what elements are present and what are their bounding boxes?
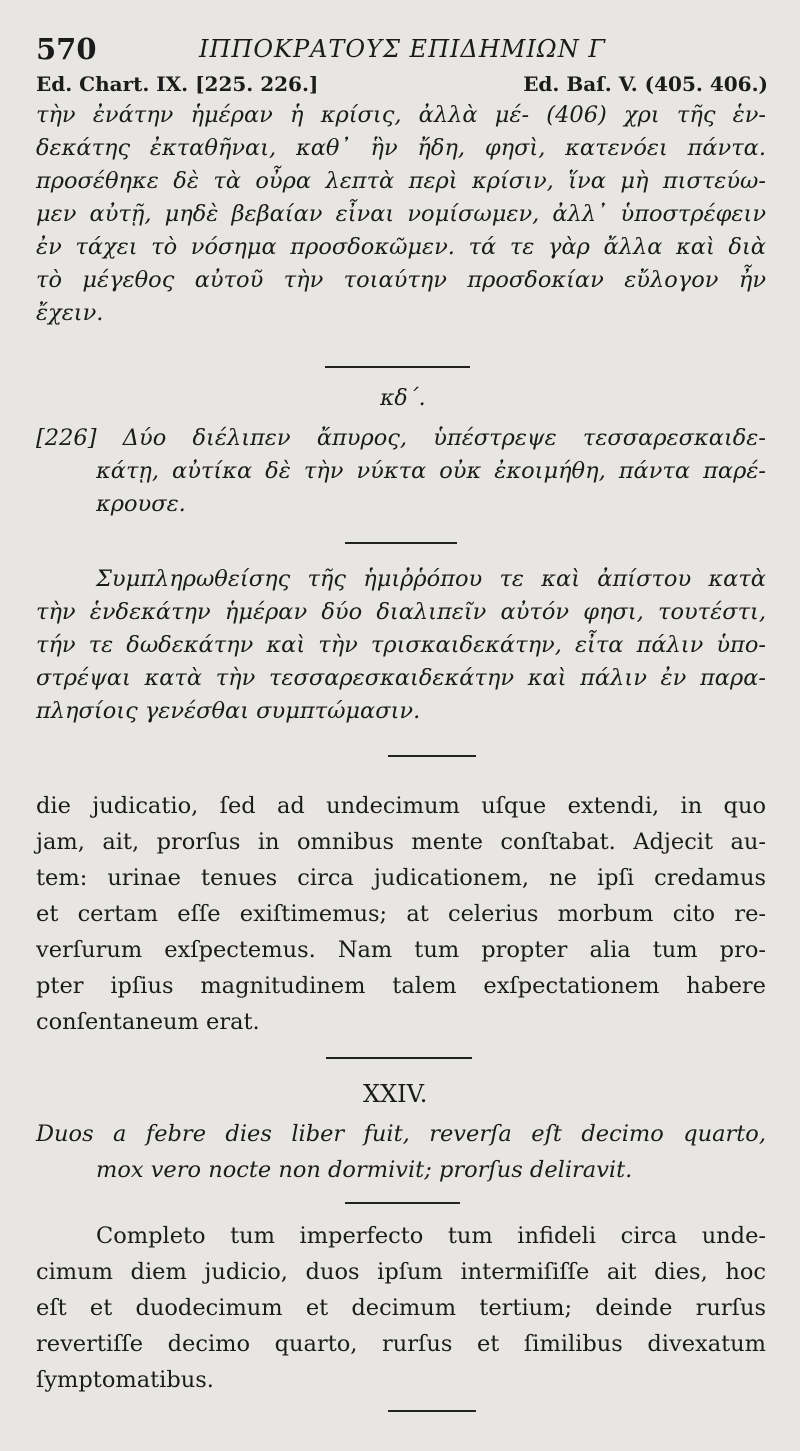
page-number: 570 bbox=[36, 32, 97, 66]
running-title: ΙΠΠΟΚΡΑΤΟΥΣ ΕΠΙΔΗΜΙΩΝ Γ bbox=[199, 35, 606, 63]
text-line: Duos a febre dies liber fuit, reverſa eſt decimo quarto, bbox=[36, 1121, 766, 1147]
text-line: tem: urinae tenues circa judicationem, ne ipſi credamus bbox=[36, 865, 766, 891]
section-divider bbox=[345, 1202, 460, 1204]
section-divider bbox=[388, 755, 476, 757]
text-line: μεν αὐτῇ, μηδὲ βεβαίαν εἶναι νομίσωμεν, ἀλλ᾿ ὑποστρέφειν bbox=[36, 201, 766, 227]
edition-reference-basel: Ed. Baſ. V. (405. 406.) bbox=[523, 72, 768, 96]
latin-translation-paragraph bbox=[36, 788, 766, 1040]
text-line: die judicatio, ſed ad undecimum uſque extendi, in quo bbox=[36, 793, 766, 819]
text-line: δεκάτης ἐκταθῆναι, καθ᾿ ἣν ἤδη, φησὶ, κατενόει πάντα. bbox=[36, 135, 766, 161]
section-divider bbox=[345, 542, 457, 544]
edition-reference-line bbox=[36, 72, 768, 100]
text-line: ἔχειν. bbox=[36, 300, 104, 326]
text-line: πλησίοις γενέσθαι συμπτώμασιν. bbox=[36, 698, 421, 724]
section-divider bbox=[325, 366, 470, 368]
text-line: τὸ μέγεθος αὐτοῦ τὴν τοιαύτην προσδοκίαν εὔλογον ἦν bbox=[36, 267, 766, 293]
text-line: mox vero nocte non dormivit; prorſus deliravit. bbox=[96, 1157, 633, 1183]
text-line: et certam eſſe exiſtimemus; at celerius morbum cito re- bbox=[36, 901, 766, 927]
text-line: προσέθηκε δὲ τὰ οὖρα λεπτὰ περὶ κρίσιν, ἵνα μὴ πιστεύω- bbox=[36, 168, 766, 194]
section-divider bbox=[326, 1057, 472, 1059]
text-line: κάτῃ, αὐτίκα δὲ τὴν νύκτα οὐκ ἐκοιμήθη, πάντα παρέ- bbox=[96, 458, 766, 484]
latin-translation-paragraph bbox=[36, 1218, 766, 1398]
text-line: Συμπληρωθείσης τῆς ἡμιῤῥόπου τε καὶ ἀπίστου κατὰ bbox=[96, 566, 766, 592]
text-line: cimum diem judicio, duos ipſum intermiſiſſe ait dies, hoc bbox=[36, 1259, 766, 1285]
latin-aphorism-text bbox=[36, 1116, 766, 1188]
text-line: στρέψαι κατὰ τὴν τεσσαρεσκαιδεκάτην καὶ πάλιν ἐν παρα- bbox=[36, 665, 766, 691]
text-line: pter ipſius magnitudinem talem exſpectationem habere bbox=[36, 973, 766, 999]
greek-commentary-paragraph bbox=[36, 99, 766, 330]
text-line: eſt et duodecimum et decimum tertium; deinde rurſus bbox=[36, 1295, 766, 1321]
text-line: ἐν τάχει τὸ νόσημα προσδοκῶμεν. τά τε γὰρ ἄλλα καὶ διὰ bbox=[36, 234, 766, 260]
text-line: verſurum exſpectemus. Nam tum propter alia tum pro- bbox=[36, 937, 766, 963]
section-divider bbox=[388, 1410, 476, 1412]
greek-section-number: κδ΄. bbox=[380, 386, 426, 411]
text-line: Completo tum imperfecto tum infideli circa unde- bbox=[96, 1223, 766, 1249]
text-line: κρουσε. bbox=[96, 491, 186, 517]
text-line: conſentaneum erat. bbox=[36, 1009, 260, 1035]
edition-reference-chart: Ed. Chart. IX. [225. 226.] bbox=[36, 72, 319, 96]
page-header bbox=[36, 32, 766, 72]
text-line: τὴν ἐνάτην ἡμέραν ἡ κρίσις, ἀλλὰ μέ- (406) χρι τῆς ἑν- bbox=[36, 102, 766, 128]
latin-section-number: XXIV. bbox=[363, 1080, 428, 1108]
text-line: [226] Δύο διέλιπεν ἄπυρος, ὑπέστρεψε τεσσαρεσκαιδε- bbox=[36, 425, 766, 451]
text-line: jam, ait, prorſus in omnibus mente conſtabat. Adjecit au- bbox=[36, 829, 766, 855]
text-line: ſymptomatibus. bbox=[36, 1367, 214, 1393]
greek-commentary-paragraph bbox=[36, 563, 766, 728]
greek-aphorism-text bbox=[36, 422, 766, 521]
text-line: τὴν ἑνδεκάτην ἡμέραν δύο διαλιπεῖν αὐτόν φησι, τουτέστι, bbox=[36, 599, 766, 625]
text-line: revertiſſe decimo quarto, rurſus et ſimilibus divexatum bbox=[36, 1331, 766, 1357]
text-line: τήν τε δωδεκάτην καὶ τὴν τρισκαιδεκάτην, εἶτα πάλιν ὑπο- bbox=[36, 632, 766, 658]
